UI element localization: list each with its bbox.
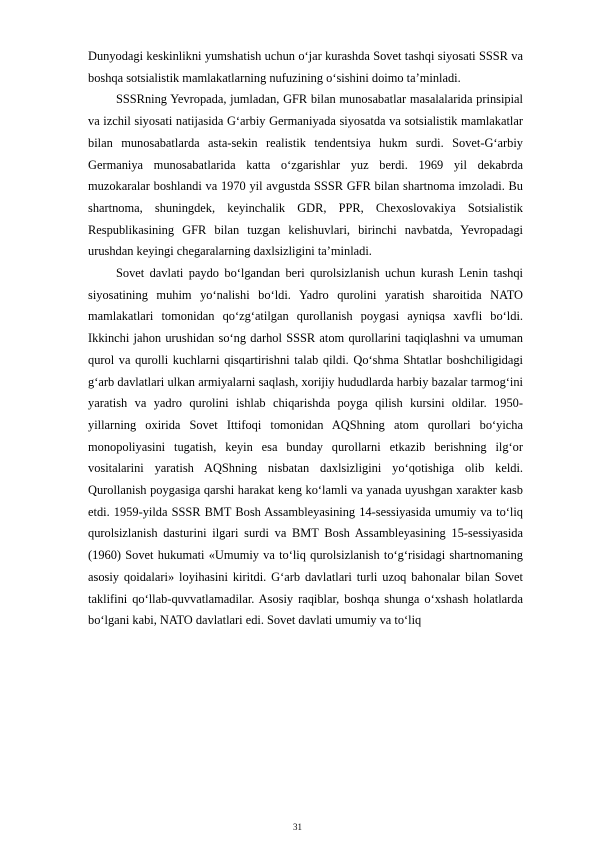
paragraph-sssr-germany-relations: SSSRning Yevropada, jumladan, GFR bilan munosabatlar masalalarida prinsipial va izchil siyosati natijasida G‘arbiy Germaniyada siyosatda va sotsialistik mamlakatlar bilan munosabatlarda asta-sekin realistik tendentsiya hukm surdi. Sovet-G‘arbiy Germaniya munosabatlarida katta o‘zgarishlar yuz berdi. 1969 yil dekabrda muzokaralar boshlandi va 1970 yil avgustda SSSR GFR bilan shartnoma imzoladi. Bu shartnoma, shuningdek, keyinchalik GDR, PPR, Chexoslovakiya Sotsialistik Respublikasining GFR bilan tuzgan kelishuvlari, birinchi navbatda, Yevropadagi urushdan keyingi chegaralarning daxlsizligini ta’minladi.	[88, 92, 523, 259]
page-number: 31	[293, 822, 302, 832]
paragraph-disarmament-struggle: Sovet davlati paydo bo‘lgandan beri qurolsizlanish uchun kurash Lenin tashqi siyosatining muhim yo‘nalishi bo‘ldi. Yadro qurolini yaratish sharoitida NATO mamlakatlari tomonidan qo‘zg‘atilgan qurollanish poygasi ayniqsa xavfli bo‘ldi. Ikkinchi jahon urushidan so‘ng darhol SSSR atom qurollarini taqiqlashni va umuman qurol va qurolli kuchlarni qisqartirishni talab qildi. Qo‘shma Shtatlar boshchiligidagi g‘arb davlatlari ulkan armiyalarni saqlash, xorijiy hududlarda harbiy bazalar tarmog‘ini yaratish va yadro qurolini ishlab chiqarishda poyga qilish kursini oldilar. 1950-yillarning oxirida Sovet Ittifoqi tomonidan AQShning atom qurollari bo‘yicha monopoliyasini tugatish, keyin esa bunday qurollarni etkazib berishning ilg‘or vositalarini yaratish AQShning nisbatan daxlsizligini yo‘qotishiga olib keldi. Qurollanish poygasiga qarshi harakat keng ko‘lamli va yanada uyushgan xarakter kasb etdi. 1959-yilda SSSR BMT Bosh Assambleyasining 14-sessiyasida umumiy va to‘liq qurolsizlanish dasturini ilgari surdi va BMT Bosh Assambleyasining 15-sessiyasida (1960) Sovet hukumati «Umumiy va to‘liq qurolsizlanish to‘g‘risidagi shartnomaning asosiy qoidalari» loyihasini kiritdi. G‘arb davlatlari turli uzoq bahonalar bilan Sovet taklifini qo‘llab-quvvatlamadilar. Asosiy raqiblar, boshqa shunga o‘xshash holatlarda bo‘lgani kabi, NATO davlatlari edi. Sovet davlati umumiy va to‘liq	[88, 266, 523, 628]
paragraph-continuation: Dunyodagi keskinlikni yumshatish uchun o‘jar kurashda Sovet tashqi siyosati SSSR va boshqa sotsialistik mamlakatlarning nufuzining o‘sishini doimo ta’minladi.	[88, 49, 523, 85]
body-text	[88, 46, 523, 632]
